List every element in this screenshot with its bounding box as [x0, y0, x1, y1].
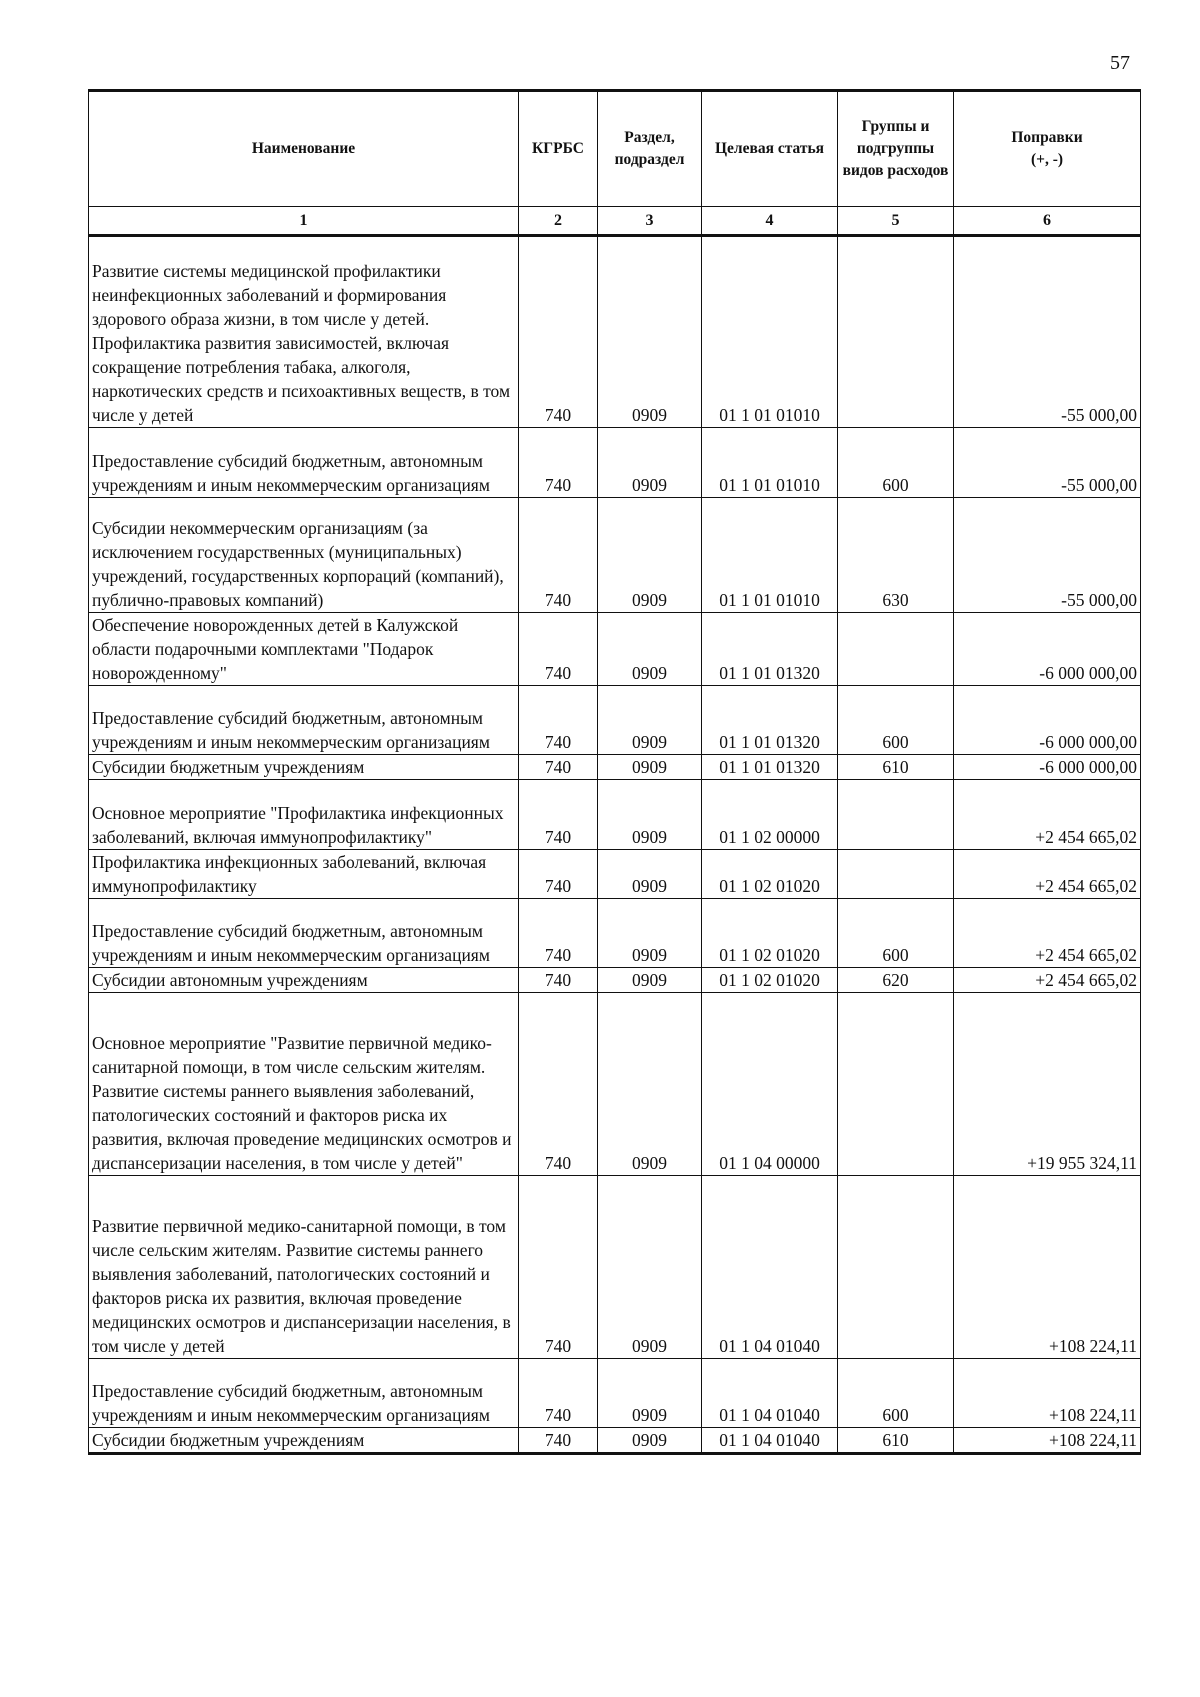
cell-group: 630 [838, 498, 954, 613]
table-row [89, 613, 1141, 686]
cell-section: 0909 [598, 1359, 702, 1428]
column-number: 1 [89, 207, 519, 236]
table-row [89, 1359, 1141, 1428]
table-row [89, 993, 1141, 1176]
column-number: 5 [838, 207, 954, 236]
cell-kgrbs: 740 [519, 780, 598, 850]
cell-group: 600 [838, 1359, 954, 1428]
column-number-row [89, 207, 1141, 236]
header-name: Наименование [89, 91, 519, 207]
cell-target: 01 1 02 01020 [702, 899, 838, 968]
column-number: 4 [702, 207, 838, 236]
cell-group [838, 780, 954, 850]
cell-name: Профилактика инфекционных заболеваний, включая иммунопрофилактику [89, 850, 519, 899]
table-row [89, 899, 1141, 968]
cell-section: 0909 [598, 686, 702, 755]
cell-amount: +2 454 665,02 [954, 899, 1141, 968]
cell-kgrbs: 740 [519, 1359, 598, 1428]
table-row [89, 1428, 1141, 1454]
cell-name: Субсидии некоммерческим организациям (за исключением государственных (муниципальных) учреждений, государственных корпораций (компаний), публично-правовых компаний) [89, 498, 519, 613]
cell-kgrbs: 740 [519, 850, 598, 899]
cell-target: 01 1 04 01040 [702, 1428, 838, 1454]
cell-name: Предоставление субсидий бюджетным, автономным учреждениям и иным некоммерческим организациям [89, 1359, 519, 1428]
cell-name: Развитие первичной медико-санитарной помощи, в том числе сельским жителям. Развитие системы раннего выявления заболеваний, патологических состояний и факторов риска их развития, включая проведение медицинских осмотров и диспансеризации населения, в том числе у детей [89, 1176, 519, 1359]
cell-section: 0909 [598, 968, 702, 993]
header-amendments-title: Поправки [1011, 129, 1083, 146]
header-amendments-sign: (+, -) [1030, 151, 1064, 168]
cell-target: 01 1 01 01010 [702, 498, 838, 613]
cell-group: 600 [838, 428, 954, 498]
cell-amount: +108 224,11 [954, 1428, 1141, 1454]
table-row [89, 1176, 1141, 1359]
table-row [89, 755, 1141, 780]
cell-target: 01 1 01 01320 [702, 755, 838, 780]
table-header-row [89, 91, 1141, 207]
header-groups: Группы и подгруппы видов расходов [838, 91, 954, 207]
page-number: 57 [1110, 52, 1130, 74]
cell-amount: -55 000,00 [954, 498, 1141, 613]
cell-kgrbs: 740 [519, 968, 598, 993]
cell-name: Субсидии бюджетным учреждениям [89, 1428, 519, 1454]
cell-group: 610 [838, 755, 954, 780]
column-number: 2 [519, 207, 598, 236]
cell-kgrbs: 740 [519, 993, 598, 1176]
cell-kgrbs: 740 [519, 1176, 598, 1359]
table-row [89, 428, 1141, 498]
cell-section: 0909 [598, 850, 702, 899]
table-row [89, 968, 1141, 993]
cell-amount: +2 454 665,02 [954, 780, 1141, 850]
cell-section: 0909 [598, 780, 702, 850]
cell-name: Основное мероприятие "Развитие первичной медико-санитарной помощи, в том числе сельским жителям. Развитие системы раннего выявления заболеваний, патологических состояний и факторов риска их развития, включая проведение медицинских осмотров и диспансеризации населения, в том числе у детей" [89, 993, 519, 1176]
cell-kgrbs: 740 [519, 498, 598, 613]
cell-amount: +19 955 324,11 [954, 993, 1141, 1176]
table-row [89, 236, 1141, 428]
cell-section: 0909 [598, 899, 702, 968]
cell-target: 01 1 01 01010 [702, 236, 838, 428]
cell-target: 01 1 04 01040 [702, 1359, 838, 1428]
table-row [89, 850, 1141, 899]
cell-group: 600 [838, 899, 954, 968]
cell-group [838, 236, 954, 428]
cell-kgrbs: 740 [519, 1428, 598, 1454]
cell-amount: +108 224,11 [954, 1359, 1141, 1428]
cell-section: 0909 [598, 428, 702, 498]
column-number: 6 [954, 207, 1141, 236]
cell-kgrbs: 740 [519, 899, 598, 968]
cell-group: 610 [838, 1428, 954, 1454]
header-target: Целевая статья [702, 91, 838, 207]
cell-section: 0909 [598, 1428, 702, 1454]
cell-name: Предоставление субсидий бюджетным, автономным учреждениям и иным некоммерческим организациям [89, 899, 519, 968]
cell-target: 01 1 01 01320 [702, 686, 838, 755]
cell-amount: +108 224,11 [954, 1176, 1141, 1359]
header-section: Раздел, подраздел [598, 91, 702, 207]
cell-target: 01 1 04 00000 [702, 993, 838, 1176]
cell-target: 01 1 02 01020 [702, 968, 838, 993]
cell-name: Обеспечение новорожденных детей в Калужской области подарочными комплектами "Подарок новорожденному" [89, 613, 519, 686]
cell-amount: +2 454 665,02 [954, 968, 1141, 993]
cell-amount: -6 000 000,00 [954, 686, 1141, 755]
header-amendments [954, 91, 1141, 207]
table-row [89, 686, 1141, 755]
cell-section: 0909 [598, 498, 702, 613]
cell-section: 0909 [598, 236, 702, 428]
cell-amount: -6 000 000,00 [954, 755, 1141, 780]
cell-kgrbs: 740 [519, 755, 598, 780]
cell-kgrbs: 740 [519, 613, 598, 686]
cell-name: Субсидии бюджетным учреждениям [89, 755, 519, 780]
cell-group: 600 [838, 686, 954, 755]
cell-section: 0909 [598, 1176, 702, 1359]
cell-amount: -55 000,00 [954, 428, 1141, 498]
cell-name: Предоставление субсидий бюджетным, автономным учреждениям и иным некоммерческим организациям [89, 428, 519, 498]
cell-name: Предоставление субсидий бюджетным, автономным учреждениям и иным некоммерческим организациям [89, 686, 519, 755]
cell-target: 01 1 01 01010 [702, 428, 838, 498]
cell-group [838, 993, 954, 1176]
column-number: 3 [598, 207, 702, 236]
cell-amount: -6 000 000,00 [954, 613, 1141, 686]
cell-group [838, 613, 954, 686]
cell-name: Субсидии автономным учреждениям [89, 968, 519, 993]
table-row [89, 498, 1141, 613]
cell-kgrbs: 740 [519, 428, 598, 498]
header-kgrbs: КГРБС [519, 91, 598, 207]
cell-section: 0909 [598, 613, 702, 686]
cell-name: Основное мероприятие "Профилактика инфекционных заболеваний, включая иммунопрофилактику" [89, 780, 519, 850]
table-row [89, 780, 1141, 850]
cell-target: 01 1 02 01020 [702, 850, 838, 899]
cell-target: 01 1 04 01040 [702, 1176, 838, 1359]
cell-group [838, 1176, 954, 1359]
cell-target: 01 1 02 00000 [702, 780, 838, 850]
cell-kgrbs: 740 [519, 686, 598, 755]
cell-section: 0909 [598, 755, 702, 780]
cell-section: 0909 [598, 993, 702, 1176]
cell-kgrbs: 740 [519, 236, 598, 428]
budget-amendments-table [88, 89, 1141, 1455]
cell-amount: -55 000,00 [954, 236, 1141, 428]
cell-target: 01 1 01 01320 [702, 613, 838, 686]
cell-group [838, 850, 954, 899]
cell-group: 620 [838, 968, 954, 993]
cell-name: Развитие системы медицинской профилактики неинфекционных заболеваний и формирования здорового образа жизни, в том числе у детей. Профилактика развития зависимостей, включая сокращение потребления табака, алкоголя, наркотических средств и психоактивных веществ, в том числе у детей [89, 236, 519, 428]
cell-amount: +2 454 665,02 [954, 850, 1141, 899]
